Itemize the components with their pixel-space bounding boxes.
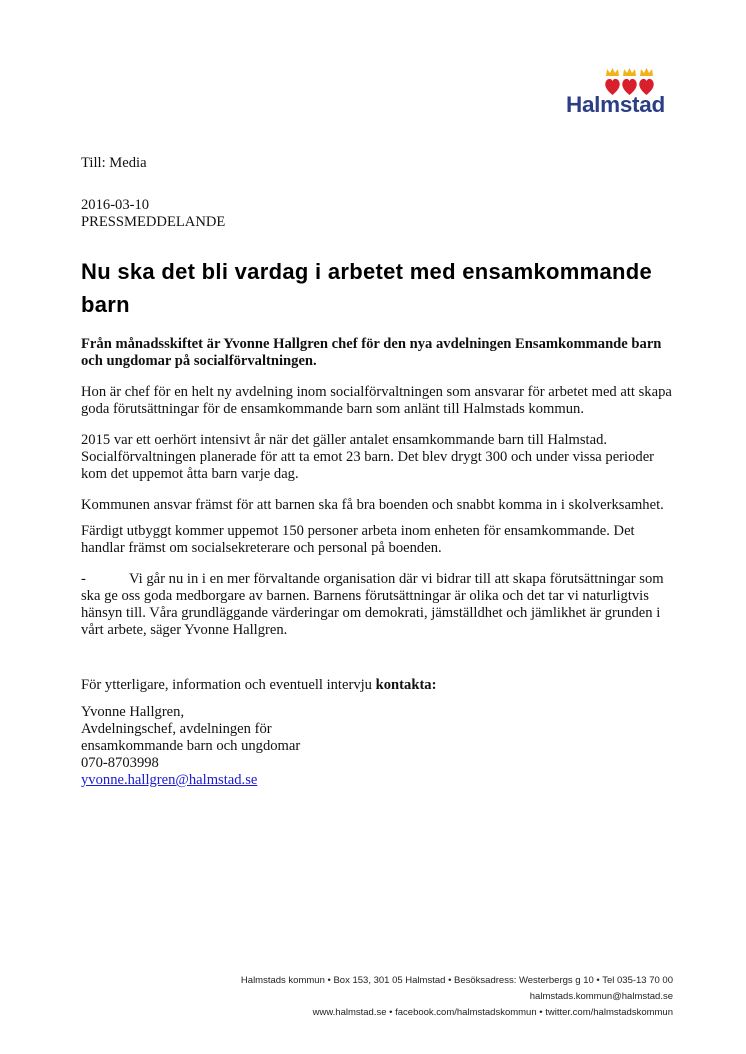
paragraph: Färdigt utbyggt kommer uppemot 150 personer arbeta inom enheten för ensamkommande. Det handlar främst om socialsekreterare och personal på boenden. bbox=[81, 523, 635, 556]
footer-web-links: www.halmstad.se • facebook.com/halmstadskommun • twitter.com/halmstadskommun bbox=[312, 1007, 673, 1018]
paragraph: Kommunen ansvar främst för att barnen ska få bra boenden och snabbt komma in i skolverksamhet. bbox=[81, 497, 664, 513]
contact-name: Yvonne Hallgren, bbox=[81, 704, 185, 720]
contact-block bbox=[81, 704, 311, 789]
document-type: PRESSMEDDELANDE bbox=[81, 214, 226, 230]
contact-role: Avdelningschef, avdelningen för ensamkommande barn och ungdomar bbox=[81, 721, 301, 754]
contact-intro bbox=[81, 677, 681, 694]
contact-phone: 070-8703998 bbox=[81, 755, 159, 771]
footer-email: halmstads.kommun@halmstad.se bbox=[529, 991, 673, 1002]
recipient-line: Till: Media bbox=[81, 155, 147, 171]
halmstad-logo bbox=[562, 66, 678, 122]
press-release-title: Nu ska det bli vardag i arbetet med ensamkommande barn bbox=[81, 259, 652, 317]
paragraph: 2015 var ett oerhört intensivt år när det gäller antalet ensamkommande barn till Halmstad. Socialförvaltningen planerade för att ta emot 23 barn. Det blev drygt 300 och under vissa perioder kom det uppemot åtta barn varje dag. bbox=[81, 432, 655, 482]
contact-intro-text: För ytterligare, information och eventuell intervju bbox=[81, 677, 376, 693]
quote-dash: - bbox=[81, 571, 86, 587]
contact-intro-bold: kontakta: bbox=[375, 677, 437, 693]
footer-address: Halmstads kommun • Box 153, 301 05 Halmstad • Besöksadress: Westerbergs g 10 • Tel 035-13 70 00 bbox=[240, 975, 673, 986]
release-date: 2016-03-10 bbox=[81, 197, 150, 213]
quote-paragraph bbox=[81, 571, 681, 639]
quote-text: Vi går nu in i en mer förvaltande organisation där vi bidrar till att skapa förutsättningar som ska ge oss goda medborgare av barnen. Barnens förutsättningar är olika och det tar vi naturligtvis hänsyn till. Våra grundläggande värderingar om demokrati, jämställdhet och jämlikhet är grunden i vårt arbete, säger Yvonne Hallgren. bbox=[81, 571, 664, 638]
lead-paragraph: Från månadsskiftet är Yvonne Hallgren chef för den nya avdelningen Ensamkommande barn och ungdomar på socialförvaltningen. bbox=[81, 336, 662, 369]
contact-email-link[interactable]: yvonne.hallgren@halmstad.se bbox=[81, 772, 258, 788]
logo-wordmark: Halmstad bbox=[566, 92, 665, 117]
paragraph: Hon är chef för en helt ny avdelning inom socialförvaltningen som ansvarar för arbetet med att skapa goda förutsättningar för de ensamkommande barn som anlänt till Halmstads kommun. bbox=[81, 384, 672, 417]
